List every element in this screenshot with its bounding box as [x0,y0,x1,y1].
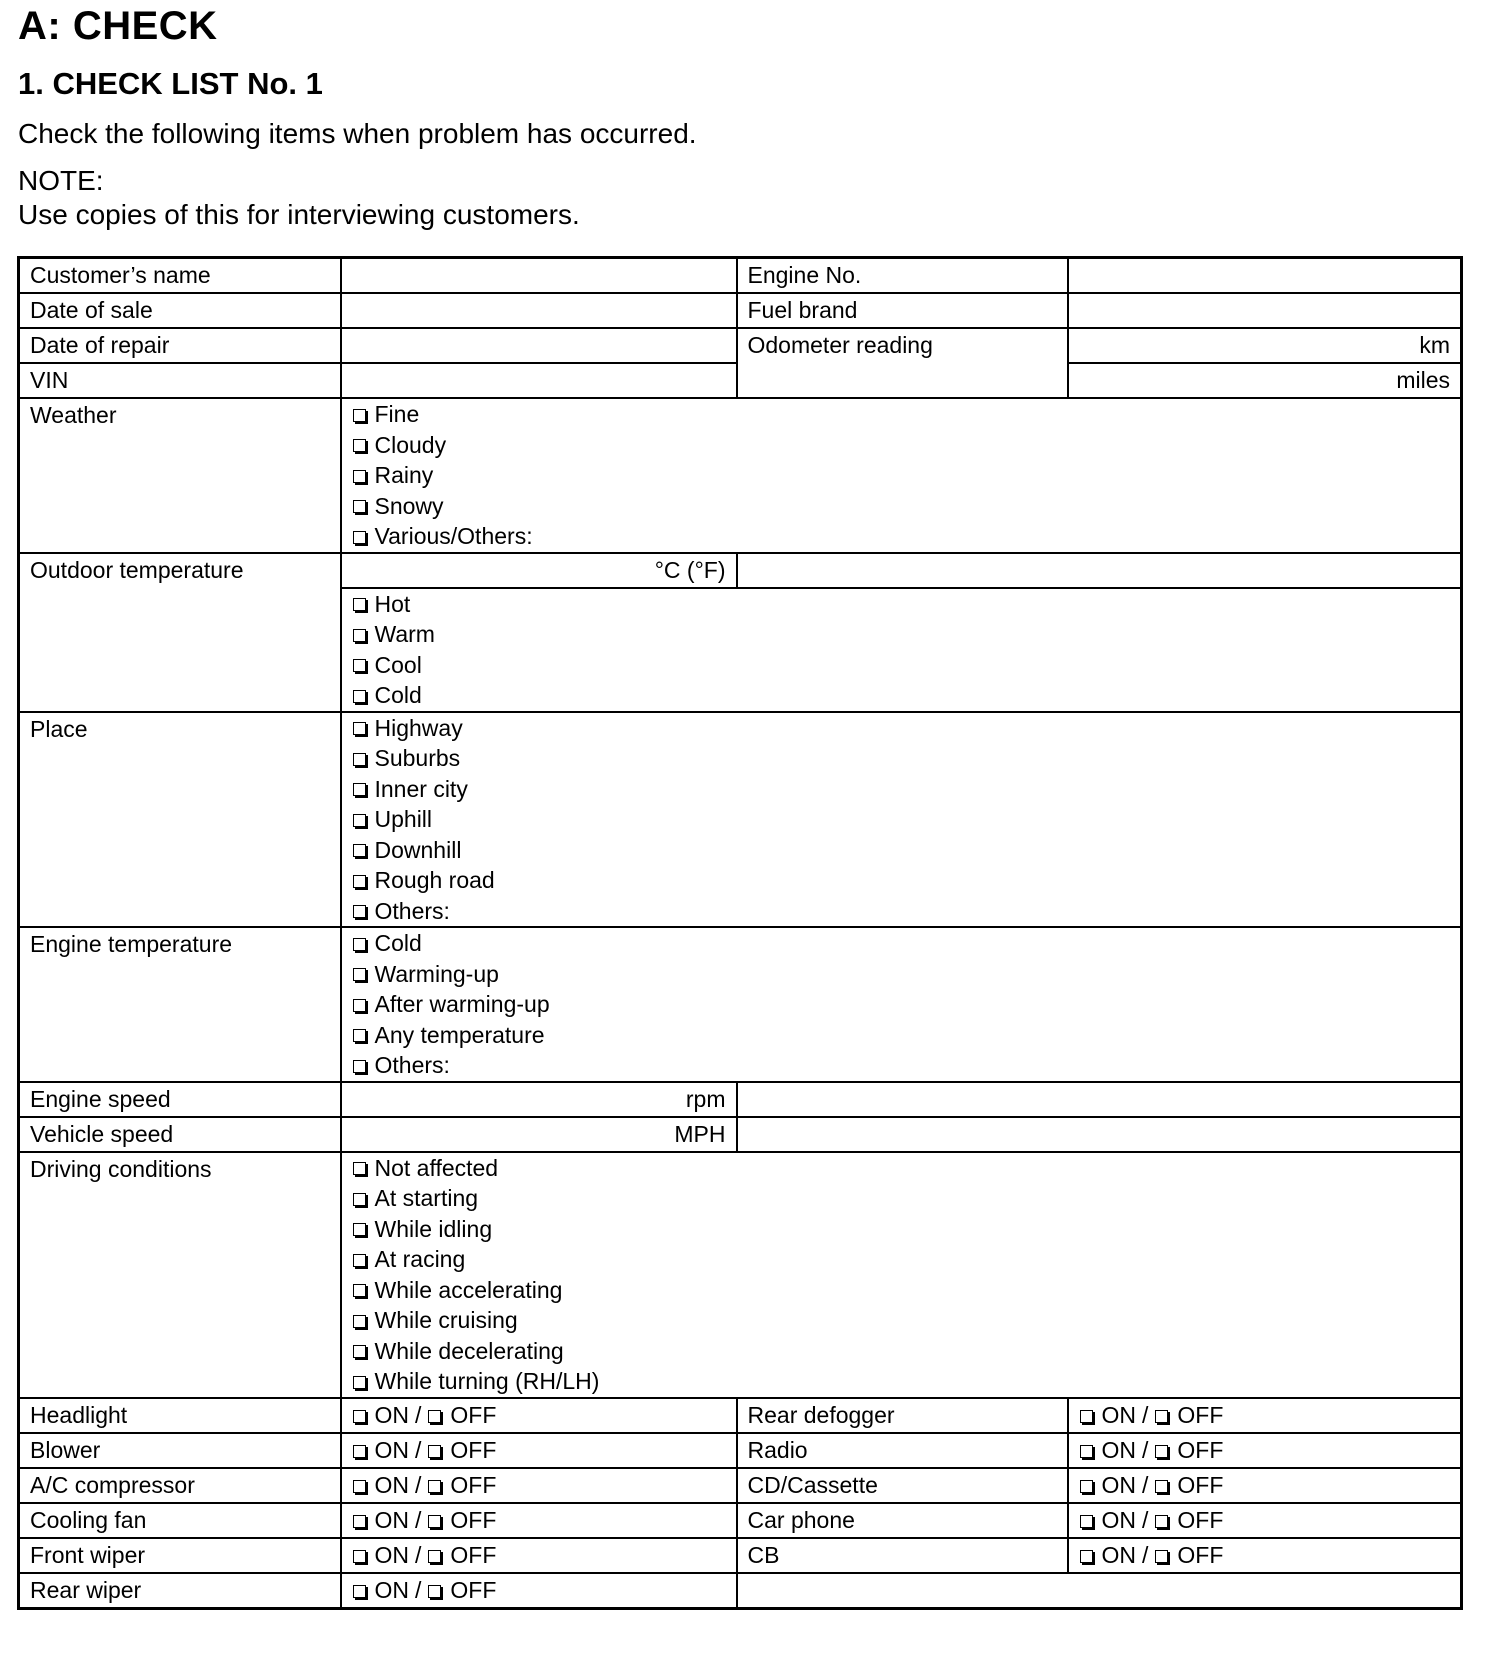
checkbox-off-icon[interactable] [1155,1445,1168,1458]
checkbox-on-icon[interactable] [1080,1550,1093,1563]
table-row [19,1152,1462,1398]
weather-option-cloudy[interactable]: Cloudy [352,430,1451,461]
checkbox-on-icon[interactable] [353,1445,366,1458]
driving-conditions-options [341,1152,1462,1398]
note-label: NOTE: [18,165,104,196]
switch-cd-cassette: ON / OFF [1068,1468,1462,1503]
table-row [19,293,1462,328]
checkbox-on-icon[interactable] [353,1515,366,1528]
table-row [19,927,1462,1082]
table-row [19,1468,1462,1503]
checkbox-on-icon[interactable] [353,1480,366,1493]
checkbox-icon[interactable] [353,1254,366,1267]
checkbox-off-icon[interactable] [1155,1515,1168,1528]
table-row [19,1082,1462,1117]
driving-option-while-accelerating[interactable]: While accelerating [352,1275,1451,1306]
customer-name-label: Customer’s name [19,258,341,294]
checkbox-icon[interactable] [353,938,366,951]
switch-label-cb: CB [737,1538,1068,1573]
driving-conditions-label: Driving conditions [19,1152,341,1398]
checkbox-icon[interactable] [353,968,366,981]
table-row [19,1398,1462,1433]
section-title: A: CHECK [18,4,218,48]
vehicle-speed-field[interactable]: MPH [341,1117,737,1152]
place-option-suburbs[interactable]: Suburbs [352,743,1451,774]
outdoor-temperature-field[interactable]: °C (°F) [341,553,737,588]
date-of-sale-label: Date of sale [19,293,341,328]
weather-option-fine[interactable]: Fine [352,399,1451,430]
checkbox-on-icon[interactable] [353,1585,366,1598]
switch-label-cd-cassette: CD/Cassette [737,1468,1068,1503]
switch-cb: ON / OFF [1068,1538,1462,1573]
place-option-others[interactable]: Others: [352,896,1451,927]
checkbox-icon[interactable] [353,1060,366,1073]
place-option-uphill[interactable]: Uphill [352,804,1451,835]
checkbox-icon[interactable] [353,1345,366,1358]
checkbox-on-icon[interactable] [1080,1480,1093,1493]
switch-headlight: ON / OFF [341,1398,737,1433]
switch-label-cooling-fan: Cooling fan [19,1503,341,1538]
checkbox-on-icon[interactable] [1080,1410,1093,1423]
fuel-brand-label: Fuel brand [737,293,1068,328]
table-row [19,1433,1462,1468]
odometer-miles-field[interactable]: miles [1068,363,1462,398]
checkbox-icon[interactable] [353,439,366,452]
engine-temp-option-others[interactable]: Others: [352,1050,1451,1081]
checkbox-off-icon[interactable] [428,1585,441,1598]
checkbox-off-icon[interactable] [1155,1550,1168,1563]
switch-front-wiper: ON / OFF [341,1538,737,1573]
temp-option-cold[interactable]: Cold [352,680,1451,711]
outdoor-temperature-options [341,588,1462,712]
checkbox-on-icon[interactable] [1080,1445,1093,1458]
engine-temp-option-warming-up[interactable]: Warming-up [352,959,1451,990]
place-option-downhill[interactable]: Downhill [352,835,1451,866]
switch-radio: ON / OFF [1068,1433,1462,1468]
table-row [19,398,1462,553]
driving-option-at-starting[interactable]: At starting [352,1183,1451,1214]
outdoor-temperature-label: Outdoor temperature [19,553,341,712]
driving-option-while-decelerating[interactable]: While decelerating [352,1336,1451,1367]
switch-blower: ON / OFF [341,1433,737,1468]
table-row [19,328,1462,363]
checkbox-icon[interactable] [353,1284,366,1297]
engine-temperature-label: Engine temperature [19,927,341,1082]
table-row [19,1573,1462,1609]
place-options [341,712,1462,928]
checkbox-off-icon[interactable] [428,1410,441,1423]
checkbox-icon[interactable] [353,598,366,611]
table-row [19,553,1462,588]
vin-field[interactable] [341,363,737,398]
instruction-text: Check the following items when problem has occurred. [18,118,697,149]
table-row [19,1117,1462,1152]
checkbox-icon[interactable] [353,1029,366,1042]
odometer-km-field[interactable]: km [1068,328,1462,363]
switch-label-front-wiper: Front wiper [19,1538,341,1573]
driving-option-while-cruising[interactable]: While cruising [352,1305,1451,1336]
switch-rear-defogger: ON / OFF [1068,1398,1462,1433]
checkbox-on-icon[interactable] [1080,1515,1093,1528]
engine-temp-option-after-warming-up[interactable]: After warming-up [352,989,1451,1020]
checkbox-off-icon[interactable] [428,1515,441,1528]
outdoor-temperature-blank [737,553,1462,588]
switch-label-blower: Blower [19,1433,341,1468]
switch-label-rear-defogger: Rear defogger [737,1398,1068,1433]
checkbox-icon[interactable] [353,1315,366,1328]
note-text: Use copies of this for interviewing customers. [18,199,580,230]
switch-label-headlight: Headlight [19,1398,341,1433]
engine-no-field[interactable] [1068,258,1462,294]
driving-option-not-affected[interactable]: Not affected [352,1153,1451,1184]
place-option-rough-road[interactable]: Rough road [352,865,1451,896]
date-of-repair-field[interactable] [341,328,737,363]
checkbox-icon[interactable] [353,629,366,642]
switch-label-car-phone: Car phone [737,1503,1068,1538]
driving-option-while-idling[interactable]: While idling [352,1214,1451,1245]
checkbox-icon[interactable] [353,905,366,918]
checkbox-icon[interactable] [353,659,366,672]
engine-speed-blank [737,1082,1462,1117]
weather-option-others[interactable]: Various/Others: [352,521,1451,552]
vehicle-speed-blank [737,1117,1462,1152]
checkbox-icon[interactable] [353,722,366,735]
checkbox-off-icon[interactable] [428,1480,441,1493]
switch-label-ac-compressor: A/C compressor [19,1468,341,1503]
checkbox-off-icon[interactable] [428,1550,441,1563]
driving-option-while-turning[interactable]: While turning (RH/LH) [352,1366,1451,1397]
table-row [19,712,1462,928]
switch-cooling-fan: ON / OFF [341,1503,737,1538]
checkbox-icon[interactable] [353,1193,366,1206]
switch-ac-compressor: ON / OFF [341,1468,737,1503]
checkbox-icon[interactable] [353,690,366,703]
place-option-inner-city[interactable]: Inner city [352,774,1451,805]
temp-option-warm[interactable]: Warm [352,619,1451,650]
checkbox-icon[interactable] [353,409,366,422]
checkbox-on-icon[interactable] [353,1550,366,1563]
temp-option-hot[interactable]: Hot [352,589,1451,620]
checkbox-off-icon[interactable] [1155,1410,1168,1423]
checkbox-off-icon[interactable] [1155,1480,1168,1493]
customer-interview-checklist [17,256,1463,1610]
place-option-highway[interactable]: Highway [352,713,1451,744]
engine-temp-option-cold[interactable]: Cold [352,928,1451,959]
weather-option-snowy[interactable]: Snowy [352,491,1451,522]
switch-car-phone: ON / OFF [1068,1503,1462,1538]
checkbox-on-icon[interactable] [353,1410,366,1423]
switch-label-rear-wiper: Rear wiper [19,1573,341,1609]
driving-option-at-racing[interactable]: At racing [352,1244,1451,1275]
weather-option-rainy[interactable]: Rainy [352,460,1451,491]
checkbox-icon[interactable] [353,783,366,796]
customer-name-field[interactable] [341,258,737,294]
checkbox-icon[interactable] [353,844,366,857]
engine-speed-field[interactable]: rpm [341,1082,737,1117]
checkbox-icon[interactable] [353,875,366,888]
table-row [19,1538,1462,1573]
date-of-repair-label: Date of repair [19,328,341,363]
date-of-sale-field[interactable] [341,293,737,328]
switch-label-radio: Radio [737,1433,1068,1468]
engine-temperature-options [341,927,1462,1082]
switch-rear-wiper: ON / OFF [341,1573,737,1609]
weather-label: Weather [19,398,341,553]
checkbox-icon[interactable] [353,999,366,1012]
checkbox-icon[interactable] [353,470,366,483]
vin-label: VIN [19,363,341,398]
checkbox-icon[interactable] [353,753,366,766]
checkbox-icon[interactable] [353,531,366,544]
temp-option-cool[interactable]: Cool [352,650,1451,681]
checklist-title: 1. CHECK LIST No. 1 [18,66,323,101]
checkbox-icon[interactable] [353,500,366,513]
checkbox-icon[interactable] [353,1376,366,1389]
empty-cell [737,1573,1462,1609]
fuel-brand-field[interactable] [1068,293,1462,328]
engine-speed-label: Engine speed [19,1082,341,1117]
table-row [19,258,1462,294]
checkbox-icon[interactable] [353,1162,366,1175]
engine-no-label: Engine No. [737,258,1068,294]
checkbox-icon[interactable] [353,814,366,827]
vehicle-speed-label: Vehicle speed [19,1117,341,1152]
engine-temp-option-any[interactable]: Any temperature [352,1020,1451,1051]
table-row [19,1503,1462,1538]
checkbox-off-icon[interactable] [428,1445,441,1458]
checkbox-icon[interactable] [353,1223,366,1236]
place-label: Place [19,712,341,928]
weather-options [341,398,1462,553]
odometer-reading-label: Odometer reading [737,328,1068,398]
